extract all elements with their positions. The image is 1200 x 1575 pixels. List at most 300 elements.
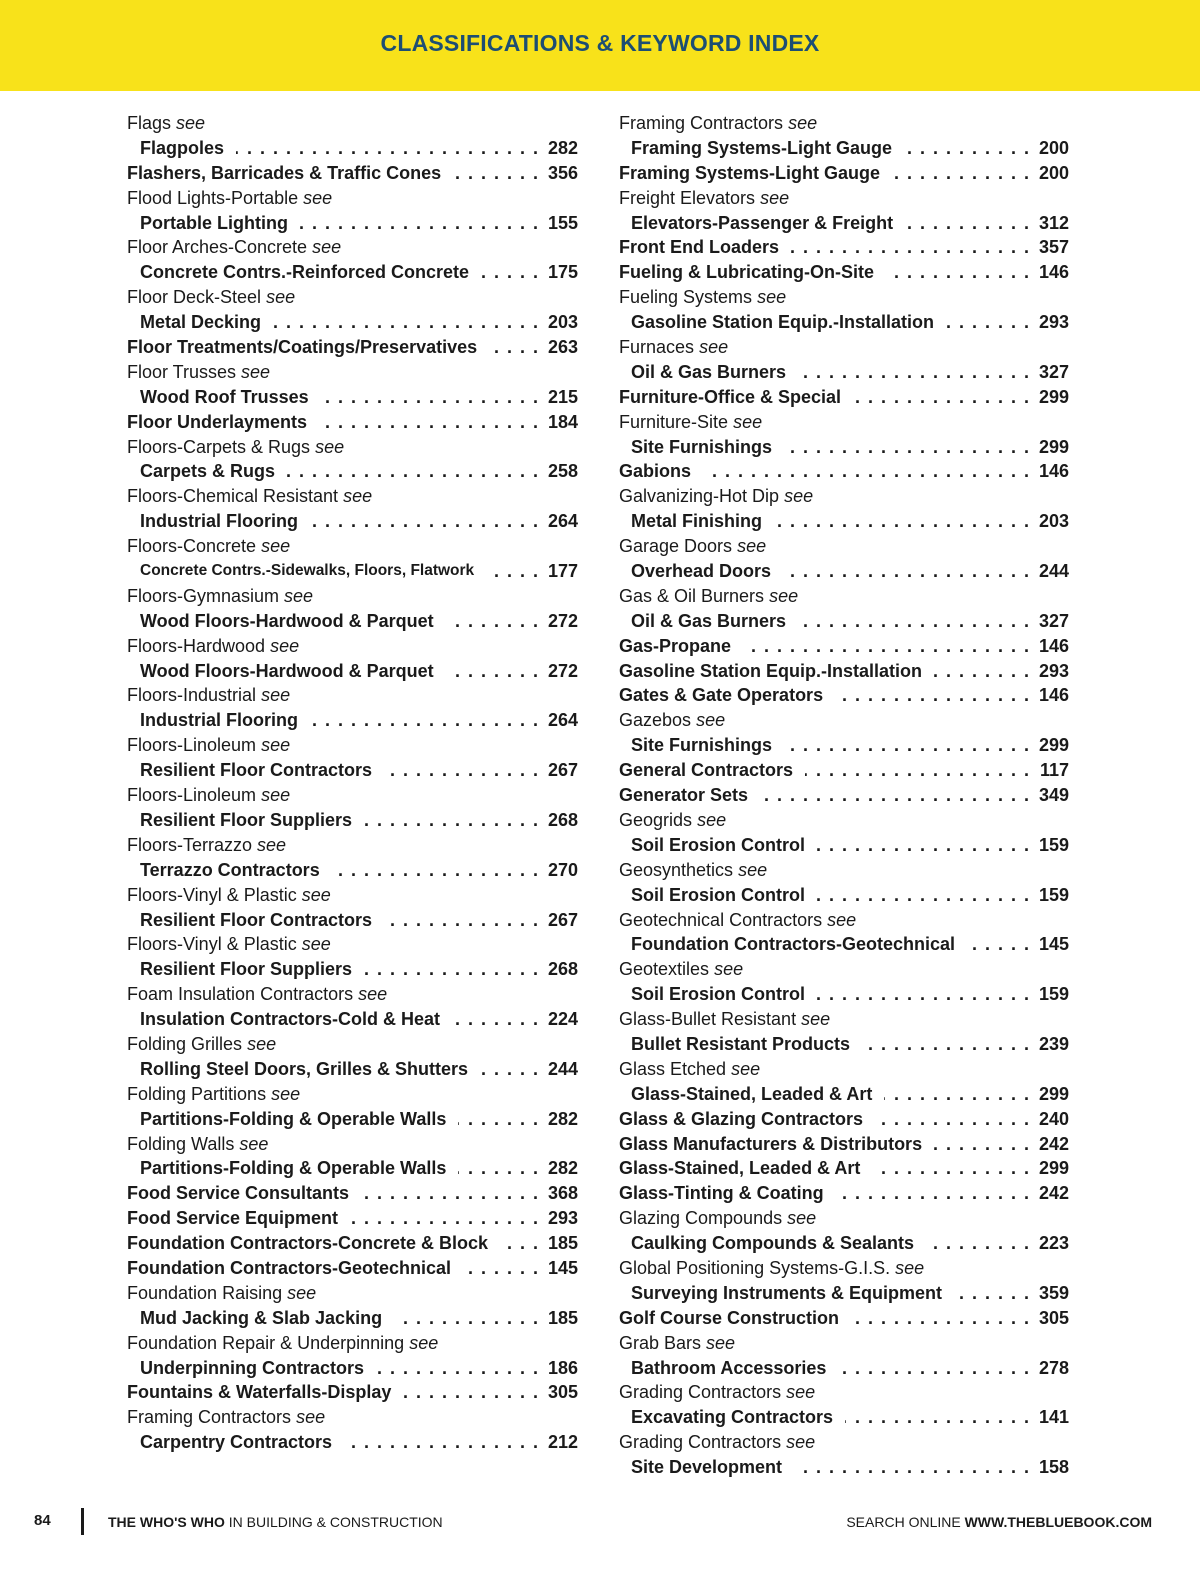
dot-leader [446,659,538,684]
classification-name: Fountains & Waterfalls-Display [127,1382,392,1403]
see-label: see [409,1332,439,1353]
cross-reference [619,858,1069,883]
reference-term: Floors-Vinyl & Plastic [127,884,297,905]
dot-leader [332,858,538,883]
dot-leader [892,161,1029,186]
classification-link[interactable] [619,1356,1069,1381]
classification-name: Carpentry Contractors [140,1432,333,1453]
see-label: see [731,1058,761,1079]
classification-name: Metal Decking [140,312,262,333]
reference-term: Grading Contractors [619,1382,782,1403]
cross-reference [127,435,578,460]
see-label: see [315,436,345,457]
classification-link[interactable] [619,609,1069,634]
dot-leader [835,683,1029,708]
page-ref: 268 [547,809,578,830]
page-ref: 327 [1038,610,1069,631]
dot-leader [481,260,538,285]
page-ref: 212 [547,1432,578,1453]
page-ref: 299 [1038,436,1069,457]
dot-leader [760,783,1029,808]
see-label: see [358,984,388,1005]
cross-reference [127,833,578,858]
classification-entry[interactable] [619,1306,1069,1331]
classification-name: General Contractors [619,760,794,781]
reference-term: Floors-Linoleum [127,735,257,756]
classification-name: Site Development [631,1457,783,1478]
classification-link[interactable] [619,310,1069,335]
classification-name: Site Furnishings [631,735,773,756]
classification-link[interactable] [619,1405,1069,1430]
reference-term: Floors-Chemical Resistant [127,486,339,507]
reference-term: Gas & Oil Burners [619,585,765,606]
classification-entry[interactable] [619,783,1069,808]
dot-leader [904,136,1029,161]
index-column-right [619,111,1069,1480]
reference-term: Floors-Terrazzo [127,834,253,855]
classification-entry[interactable] [619,1156,1069,1181]
page-ref: 175 [547,262,578,283]
classification-name: Oil & Gas Burners [631,361,787,382]
classification-link[interactable] [127,1057,578,1082]
classification-name: Furniture-Office & Special [619,386,842,407]
reference-term: Glazing Compounds [619,1208,783,1229]
reference-term: Framing Contractors [127,1407,292,1428]
dot-leader [287,459,538,484]
classification-entry[interactable] [127,335,578,360]
reference-term: Folding Partitions [127,1083,267,1104]
classification-link[interactable] [127,260,578,285]
dot-leader [836,1181,1029,1206]
classification-name: Portable Lighting [140,212,288,233]
classification-name: Resilient Floor Contractors [140,760,373,781]
classification-entry[interactable] [127,1206,578,1231]
page-ref: 264 [547,511,578,532]
dot-leader [300,211,538,236]
classification-link[interactable] [127,808,578,833]
page-ref: 270 [547,859,578,880]
classification-entry[interactable] [619,634,1069,659]
page-ref: 356 [547,162,578,183]
classification-name: Soil Erosion Control [631,884,805,905]
classification-entry[interactable] [127,410,578,435]
classification-name: Insulation Contractors-Cold & Heat [140,1009,441,1030]
see-label: see [271,1083,301,1104]
classification-name: Concrete Contrs.-Reinforced Concrete [140,262,470,283]
classification-link[interactable] [619,360,1069,385]
classification-name: Soil Erosion Control [631,984,805,1005]
cross-reference [619,186,1069,211]
classification-name: Industrial Flooring [140,710,298,731]
see-label: see [261,785,291,806]
page-footer [0,1508,1200,1536]
page-ref: 155 [547,212,578,233]
see-label: see [787,1208,817,1229]
classification-name: Framing Systems-Light Gauge [619,162,881,183]
classification-name: Oil & Gas Burners [631,610,787,631]
page-ref: 282 [547,1158,578,1179]
page-ref: 159 [1038,984,1069,1005]
cross-reference [127,1132,578,1157]
dot-leader [954,1281,1029,1306]
see-label: see [697,809,727,830]
classification-link[interactable] [127,1107,578,1132]
classification-entry[interactable] [127,1231,578,1256]
reference-term: Floor Trusses [127,361,237,382]
classification-link[interactable] [619,559,1069,584]
classification-name: Flashers, Barricades & Traffic Cones [127,162,442,183]
see-label: see [769,585,799,606]
classification-link[interactable] [127,1306,578,1331]
classification-link[interactable] [127,609,578,634]
page-ref: 159 [1038,884,1069,905]
cross-reference [127,1082,578,1107]
dot-leader [236,136,538,161]
classification-entry[interactable] [619,260,1069,285]
classification-link[interactable] [619,1032,1069,1057]
reference-term: Galvanizing-Hot Dip [619,486,780,507]
classification-name: Gas-Propane [619,635,732,656]
classification-name: Food Service Consultants [127,1183,350,1204]
classification-link[interactable] [619,1231,1069,1256]
classification-name: Resilient Floor Suppliers [140,959,353,980]
classification-name: Resilient Floor Contractors [140,909,373,930]
dot-leader [817,982,1029,1007]
header-band [0,0,1200,91]
cross-reference [127,484,578,509]
page-ref: 203 [547,312,578,333]
reference-term: Freight Elevators [619,187,756,208]
reference-term: Glass Etched [619,1058,727,1079]
cross-reference [619,1430,1069,1455]
classification-link[interactable] [619,509,1069,534]
classification-link[interactable] [127,459,578,484]
dot-leader [364,808,538,833]
page-ref: 146 [1038,262,1069,283]
dot-leader [344,1430,538,1455]
dot-leader [783,559,1029,584]
dot-leader [926,1231,1029,1256]
classification-entry[interactable] [619,235,1069,260]
reference-term: Furniture-Site [619,411,729,432]
page-ref: 312 [1038,212,1069,233]
classification-link[interactable] [619,136,1069,161]
classification-link[interactable] [127,1156,578,1181]
dot-leader [934,1132,1029,1157]
dot-leader [361,1181,538,1206]
footer-divider [81,1508,84,1535]
dot-leader [805,758,1029,783]
classification-name: Partitions-Folding & Operable Walls [140,1108,447,1129]
page-ref: 240 [1038,1108,1069,1129]
reference-term: Geosynthetics [619,859,734,880]
classification-name: Fueling & Lubricating-On-Site [619,262,874,283]
classification-link[interactable] [127,136,578,161]
page-ref: 185 [547,1307,578,1328]
cross-reference [127,111,578,136]
see-label: see [733,411,763,432]
classification-entry[interactable] [127,1256,578,1281]
classification-link[interactable] [619,1082,1069,1107]
reference-term: Gazebos [619,710,692,731]
classification-name: Framing Systems-Light Gauge [631,137,893,158]
classification-entry[interactable] [127,161,578,186]
dot-leader [310,708,538,733]
page-ref: 272 [547,610,578,631]
classification-link[interactable] [127,1007,578,1032]
cross-reference [619,1256,1069,1281]
see-label: see [296,1407,326,1428]
page-ref: 272 [547,660,578,681]
search-url-link[interactable]: WWW.THEBLUEBOOK.COM [964,1514,1152,1530]
dot-leader [774,509,1029,534]
classification-link[interactable] [619,1281,1069,1306]
dot-leader [500,1231,538,1256]
see-label: see [788,113,818,133]
reference-term: Folding Walls [127,1133,235,1154]
page-ref: 293 [547,1208,578,1229]
see-label: see [284,585,314,606]
page-ref: 244 [547,1058,578,1079]
classification-link[interactable] [619,833,1069,858]
see-label: see [287,1282,317,1303]
classification-name: Gasoline Station Equip.-Installation [619,660,923,681]
classification-link[interactable] [127,1430,578,1455]
dot-leader [319,410,538,435]
page-ref: 299 [1038,1083,1069,1104]
reference-term: Grading Contractors [619,1432,782,1453]
page-ref: 159 [1038,834,1069,855]
page-ref: 293 [1038,660,1069,681]
classification-name: Surveying Instruments & Equipment [631,1282,943,1303]
classification-link[interactable] [127,957,578,982]
classification-name: Bathroom Accessories [631,1357,827,1378]
classification-link[interactable] [619,1455,1069,1480]
classification-name: Wood Floors-Hardwood & Parquet [140,660,434,681]
classification-name: Golf Course Construction [619,1307,839,1328]
reference-term: Flags [127,113,172,133]
page-ref: 141 [1038,1407,1069,1428]
see-label: see [760,187,790,208]
cross-reference [127,1281,578,1306]
classification-name: Carpets & Rugs [140,461,276,482]
page-ref: 177 [547,561,578,582]
classification-entry[interactable] [619,758,1069,783]
dot-leader [794,1455,1029,1480]
dot-leader [817,833,1029,858]
see-label: see [301,934,331,955]
page-ref: 305 [1038,1307,1069,1328]
dot-leader [743,634,1029,659]
page-ref: 267 [547,760,578,781]
see-label: see [895,1257,925,1278]
dot-leader [845,1405,1029,1430]
reference-term: Glass-Bullet Resistant [619,1009,797,1030]
cross-reference [127,285,578,310]
classification-name: Glass-Stained, Leaded & Art [619,1158,861,1179]
dot-leader [489,335,538,360]
dot-leader [884,1082,1029,1107]
classification-entry[interactable] [619,683,1069,708]
classification-link[interactable] [619,211,1069,236]
cross-reference [619,1206,1069,1231]
page-ref: 242 [1038,1133,1069,1154]
dot-leader [321,385,538,410]
dot-leader [310,509,538,534]
dot-leader [817,883,1029,908]
classification-entry[interactable] [619,1107,1069,1132]
classification-link[interactable] [127,858,578,883]
classification-entry[interactable] [619,385,1069,410]
index-column-left [127,111,578,1455]
page-ref: 282 [547,1108,578,1129]
classification-entry[interactable] [619,161,1069,186]
cross-reference [127,733,578,758]
reference-term: Folding Grilles [127,1033,243,1054]
cross-reference [619,1057,1069,1082]
see-label: see [786,1382,816,1403]
reference-term: Floors-Linoleum [127,785,257,806]
page-ref: 223 [1038,1233,1069,1254]
classification-name: Underpinning Contractors [140,1357,364,1378]
dot-leader [486,559,538,584]
dot-leader [838,1356,1029,1381]
page-ref: 146 [1038,685,1069,706]
page-ref: 267 [547,909,578,930]
page-ref: 278 [1038,1357,1069,1378]
page-ref: 327 [1038,361,1069,382]
page-ref: 185 [547,1233,578,1254]
dot-leader [791,235,1029,260]
classification-name: Metal Finishing [631,511,763,532]
classification-name: Mud Jacking & Slab Jacking [140,1307,383,1328]
cross-reference [619,410,1069,435]
dot-leader [853,385,1029,410]
classification-link[interactable] [619,435,1069,460]
cross-reference [619,285,1069,310]
publication-name-rest: IN BUILDING & CONSTRUCTION [228,1514,443,1530]
see-label: see [241,361,271,382]
classification-link[interactable] [619,733,1069,758]
dot-leader [798,360,1029,385]
dot-leader [452,1007,538,1032]
dot-leader [905,211,1029,236]
classification-entry[interactable] [619,459,1069,484]
page-ref: 357 [1038,237,1069,258]
reference-term: Framing Contractors [619,113,784,133]
page-ref: 158 [1038,1457,1069,1478]
see-label: see [714,959,744,980]
cross-reference [619,584,1069,609]
classification-name: Gabions [619,461,692,482]
see-label: see [699,337,729,358]
page-ref: 263 [547,337,578,358]
classification-link[interactable] [127,758,578,783]
page-title: CLASSIFICATIONS & KEYWORD INDEX [380,30,820,56]
page-ref: 239 [1038,1033,1069,1054]
classification-name: Generator Sets [619,785,749,806]
reference-term: Geotechnical Contractors [619,909,823,930]
classification-name: Foundation Contractors-Concrete & Block [127,1233,489,1254]
see-label: see [261,685,291,706]
classification-link[interactable] [619,883,1069,908]
classification-entry[interactable] [127,1380,578,1405]
see-label: see [266,287,296,308]
page-ref: 184 [547,411,578,432]
classification-link[interactable] [619,982,1069,1007]
dot-leader [851,1306,1029,1331]
reference-term: Fueling Systems [619,287,753,308]
page-ref: 200 [1038,137,1069,158]
dot-leader [703,459,1029,484]
classification-name: Elevators-Passenger & Freight [631,212,894,233]
classification-link[interactable] [127,310,578,335]
classification-entry[interactable] [127,1181,578,1206]
classification-link[interactable] [127,509,578,534]
dot-leader [784,435,1029,460]
classification-name: Excavating Contractors [631,1407,834,1428]
classification-entry[interactable] [619,1132,1069,1157]
classification-name: Front End Loaders [619,237,780,258]
classification-link[interactable] [127,1356,578,1381]
dot-leader [350,1206,538,1231]
classification-name: Food Service Equipment [127,1208,339,1229]
classification-link[interactable] [127,385,578,410]
cross-reference [127,360,578,385]
cross-reference [127,982,578,1007]
cross-reference [127,1405,578,1430]
dot-leader [403,1380,538,1405]
page-ref: 268 [547,959,578,980]
dot-leader [384,758,538,783]
classification-link[interactable] [619,932,1069,957]
classification-entry[interactable] [619,1181,1069,1206]
classification-entry[interactable] [619,659,1069,684]
classification-name: Glass-Stained, Leaded & Art [631,1083,873,1104]
see-label: see [343,486,373,507]
classification-link[interactable] [127,211,578,236]
see-label: see [706,1332,736,1353]
dot-leader [862,1032,1029,1057]
reference-term: Foundation Repair & Underpinning [127,1332,405,1353]
dot-leader [967,932,1029,957]
classification-name: Glass Manufacturers & Distributors [619,1133,923,1154]
see-label: see [301,884,331,905]
cross-reference [619,1380,1069,1405]
classification-link[interactable] [127,708,578,733]
see-label: see [786,1432,816,1453]
classification-link[interactable] [127,908,578,933]
classification-name: Resilient Floor Suppliers [140,809,353,830]
classification-name: Terrazzo Contractors [140,859,320,880]
cross-reference [619,484,1069,509]
classification-name: Wood Roof Trusses [140,386,309,407]
classification-link[interactable] [127,559,578,584]
cross-reference [127,1032,578,1057]
dot-leader [886,260,1029,285]
page-ref: 299 [1038,735,1069,756]
dot-leader [875,1107,1029,1132]
see-label: see [261,735,291,756]
cross-reference [127,235,578,260]
reference-term: Furnaces [619,337,695,358]
page-ref: 299 [1038,1158,1069,1179]
page-ref: 215 [547,386,578,407]
classification-link[interactable] [127,659,578,684]
see-label: see [257,834,287,855]
cross-reference [619,908,1069,933]
dot-leader [463,1256,538,1281]
